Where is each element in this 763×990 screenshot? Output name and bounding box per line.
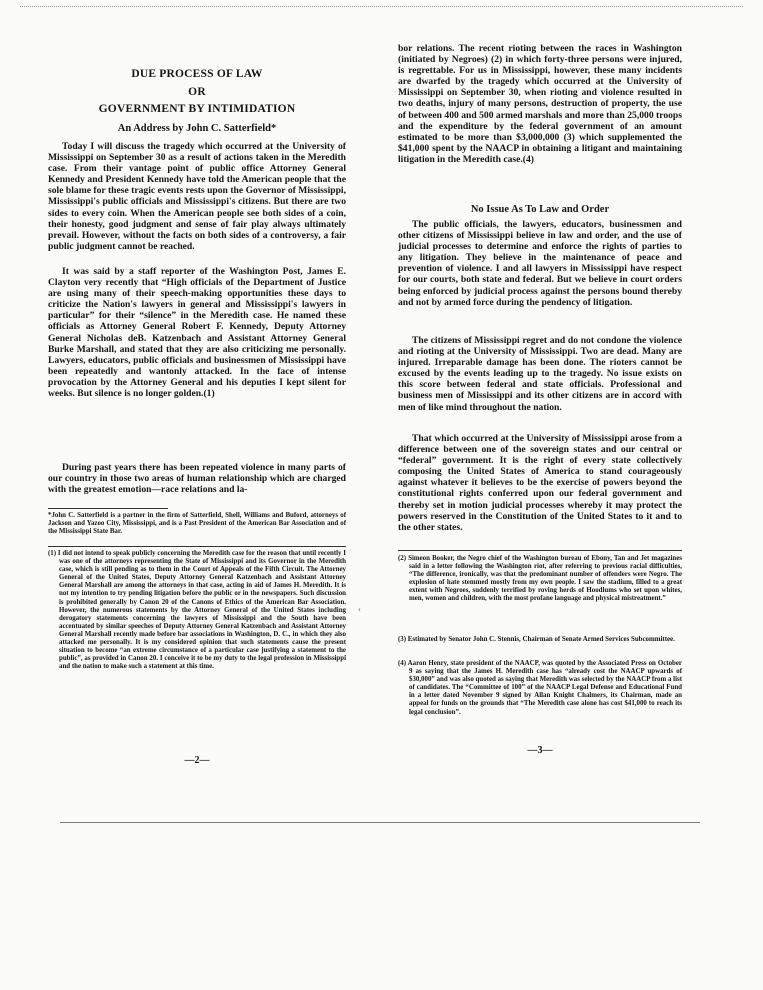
page-number-3: —3— <box>527 745 553 756</box>
paragraph-law-order: The public officials, the lawyers, educators, businessmen and other citizens of Mississippi believe in law and order, and the use of judicial processes to determine and enforce the rights of parties to any litigation. They believe in the maintenance of peace and prevention of violence. I and all lawyers in Mississippi have respect for our courts, both state and federal. But we believe in court orders being enforced by judicial process against the persons bound thereby and not by armed force during the pendency of litigation. <box>398 219 682 308</box>
footnote-rule <box>48 508 168 509</box>
footnote-author: *John C. Satterfield is a partner in the firm of Satterfield, Shell, Williams and Buford, attorneys of Jackson and Yazoo City, Mississippi, and is a Past President of the American Bar Association and of the Mississippi State Bar. <box>48 512 346 536</box>
paragraph-intro: Today I will discuss the tragedy which occurred at the University of Mississippi on September 30 as a result of actions taken in the Meredith case. From their vantage point of public office Attorney General Kennedy and President Kennedy have told the American people that the sole blame for these tragic events rests upon the Governor of Mississippi, Mississippi's public officials and Mississippi's citizens. But there are two sides to every coin. When the American people see both sides of a coin, their honesty, good judgment and sense of fair play always ultimately prevail. However, without the facts on both sides of a controversy, a fair public judgment cannot be reached. <box>48 141 346 252</box>
section-heading: No Issue As To Law and Order <box>470 204 610 215</box>
scan-top-edge <box>20 6 743 7</box>
gutter-mark: ‹ <box>358 604 361 614</box>
document-subtitle: GOVERNMENT BY INTIMIDATION <box>98 103 296 115</box>
paragraph-clayton: It was said by a staff reporter of the Washington Post, James E. Clayton very recently that “High officials of the Department of Justice are using many of their speech-making opportunities these days to criticize the Nation's lawyers in general and Mississippi's lawyers in particular” for their “silence” in the Meredith case. He named these officials as Attorney General Robert F. Kennedy, Deputy Attorney General Nicholas deB. Katzenbach and Assistant Attorney General Burke Marshall, and stated that they are also criticizing me personally. Lawyers, educators, public officials and businessmen of Mississippi have been repeatedly and wantonly attacked. In the face of intense provocation by the Attorney General and his deputies I kept silent for weeks. But silence is no longer golden.(1) <box>48 266 346 400</box>
paragraph-states-rights: That which occurred at the University of Mississippi arose from a difference between one of the sovereign states and our central or “federal” government. It is the right of every state collectively composing the United States of America to stand courageously against whatever it believes to be the exercise of powers beyond the constitutional rights conferred upon our federal government and thereby set in motion judicial processes whereby it may protect the powers reserved in the Constitution of the United States to it and to the other states. <box>398 433 682 533</box>
byline: An Address by John C. Satterfield* <box>117 123 277 134</box>
paragraph-continued: bor relations. The recent rioting between the races in Washington (initiated by Negroes) (2) in which forty-three persons were injured, is regrettable. For us in Mississippi, however, these many incidents are dwarfed by the tragedy which occurred at the University of Mississippi on September 30, when rioting and violence resulted in two deaths, injury of many persons, destruction of property, the use of between 400 and 500 armed marshals and more than 25,000 troops and the expenditure by the federal government of an amount estimated to be more than $3,000,000 (3) which supplemented the $41,000 spent by the NAACP in obtaining a litigant and maintaining litigation in the Meredith case.(4) <box>398 43 682 165</box>
footnote-4: (4) Aaron Henry, state president of the NAACP, was quoted by the Associated Press on October 9 as saying that the James H. Meredith case has “already cost the NAACP upwards of $30,000” and was also quoted as saying that Meredith was selected by the NAACP from a list of candidates. The “Committee of 100” of the NAACP Legal Defense and Educational Fund in a letter dated November 9 signed by Allan Knight Chalmers, its Chairman, made an appeal for funds on the grounds that “The Meredith case alone has cost $41,000 to reach its legal conclusion”. <box>398 660 682 716</box>
document-title: DUE PROCESS OF LAW <box>131 68 263 80</box>
footnote-1: (1) I did not intend to speak publicly concerning the Meredith case for the reason that until recently I was one of the attorneys representing the State of Mississippi and its Governor in the Meredith case, which is still pending as to them in the Court of Appeals of the Fifth Circuit. The Attorney General of the United States, Deputy Attorney General Katzenbach and Assistant Attorney General Marshall are among the attorneys in that case, acting in aid of James H. Meredith. It is not my intention to try pending litigation before the public or in the newspapers. Such discussion is prohibited generally by Canon 20 of the Canons of Ethics of the American Bar Association. However, the numerous statements by the Attorney General of the United States including derogatory statements concerning the lawyers of Mississippi and the South have been accentuated by similar speeches of Deputy Attorney General Katzenbach and Assistant Attorney General Marshall recently made before bar associations in Washington, D. C., in which they also attacked me personally. It is my considered opinion that such statements cause the present situation to become “an extreme circumstance of a particular case justifying a statement to the public”, as provided in Canon 20. I conceive it to be my duty to the legal profession in Mississippi and the nation to make such a statement at this time. <box>48 550 346 671</box>
paragraph-regret: The citizens of Mississippi regret and do not condone the violence and rioting at the University of Mississippi. Two are dead. Many are injured. Irreparable damage has been done. The rioters cannot be excused by the events leading up to the tragedy. No issue exists on this score between federal and state officials. Professional and business men of Mississippi and its other citizens are in accord with men of like mind throughout the nation. <box>398 335 682 413</box>
page-number-2: —2— <box>184 755 210 766</box>
footnote-rule-2 <box>48 546 346 547</box>
footnote-rule-right <box>398 550 682 551</box>
title-or: OR <box>188 86 206 98</box>
footnote-2: (2) Simeon Booker, the Negro chief of the Washington bureau of Ebony, Tan and Jet magazines said in a letter following the Washington riot, after referring to previous racial difficulties, “The difference, ironically, was that the predominant number of offenders were Negro. The explosion of hate stemmed mostly from my own people. I saw the stadium, filled to a great extent with Negroes, suddenly terrified by roving herds of Hoodlums who set upon whites, men, women and children, with the most profane language and physical mistreatment.” <box>398 555 682 603</box>
footnote-3: (3) Estimated by Senator John C. Stennis, Chairman of Senate Armed Services Subcommittee. <box>398 636 675 643</box>
scan-bottom-edge <box>60 822 700 823</box>
paragraph-violence: During past years there has been repeated violence in many parts of our country in those two areas of human relationship which are charged with the greatest emotion—race relations and la- <box>48 462 346 496</box>
